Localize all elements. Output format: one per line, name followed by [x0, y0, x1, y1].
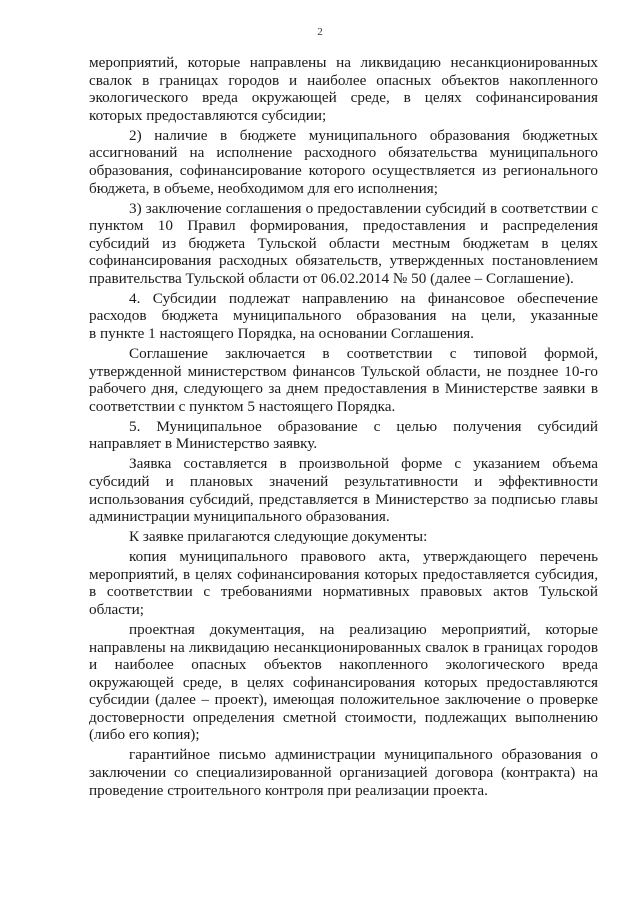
- text-line: 4. Субсидии подлежат направлению на финансовое обеспечение: [129, 289, 598, 307]
- text-line: Соглашение заключается в соответствии с типовой формой,: [129, 345, 598, 363]
- text-line: заключении со специализированной организацией договора (контракта) на: [89, 764, 598, 782]
- paragraph: [89, 746, 598, 799]
- text-line: которых предоставляются субсидии;: [89, 106, 327, 124]
- text-line: образования, софинансирование которого осуществляется из регионального: [89, 161, 598, 179]
- text-line: ассигнований на исполнение расходного обязательства муниципального: [89, 144, 598, 162]
- text-line: использования субсидий, представляется в Министерство за подписью главы: [89, 490, 598, 508]
- paragraph: [89, 200, 598, 288]
- paragraph: [89, 345, 598, 415]
- page-number: 2: [317, 26, 323, 38]
- text-line: в пункте 1 настоящего Порядка, на основании Соглашения.: [89, 325, 474, 343]
- text-line: Заявка составляется в произвольной форме с указанием объема: [129, 455, 598, 473]
- text-line: проведение строительного контроля при реализации проекта.: [89, 781, 488, 799]
- text-line: окружающей среде, в целях софинансирования которых предоставляются: [89, 673, 598, 691]
- text-line: субсидии (далее – проект), имеющая положительное заключение о проверке: [89, 691, 598, 709]
- document-body: [89, 54, 598, 802]
- text-line: свалок в границах городов и наиболее опасных объектов накопленного: [89, 71, 598, 89]
- text-line: (либо его копия);: [89, 726, 200, 744]
- text-line: К заявке прилагаются следующие документы:: [129, 528, 428, 546]
- text-line: 5. Муниципальное образование с целью получения субсидий: [129, 417, 598, 435]
- text-line: утвержденной министерством финансов Тульской области, не позднее 10-го: [89, 362, 598, 380]
- text-line: 3) заключение соглашения о предоставлении субсидий в соответствии с: [129, 199, 598, 217]
- paragraph: [89, 621, 598, 744]
- text-line: направляет в Министерство заявку.: [89, 435, 318, 453]
- paragraph: [89, 290, 598, 343]
- paragraph: [89, 528, 598, 546]
- text-line: расходов бюджета муниципального образования на цели, указанные: [89, 307, 598, 325]
- text-line: пунктом 10 Правил формирования, предоставления и распределения: [89, 217, 598, 235]
- text-line: 2) наличие в бюджете муниципального образования бюджетных: [129, 126, 598, 144]
- text-line: администрации муниципального образования.: [89, 508, 390, 526]
- text-line: копия муниципального правового акта, утверждающего перечень: [129, 548, 598, 566]
- paragraph: [89, 455, 598, 525]
- text-line: достоверности определения сметной стоимости, подлежащих выполнению: [89, 708, 598, 726]
- text-line: области;: [89, 600, 144, 618]
- paragraph: [89, 54, 598, 124]
- text-line: направлены на ликвидацию несанкционированных свалок в границах городов: [89, 638, 598, 656]
- text-line: и наиболее опасных объектов накопленного экологического вреда: [89, 656, 598, 674]
- paragraph: [89, 418, 598, 453]
- text-line: бюджета, в объеме, необходимом для его исполнения;: [89, 179, 438, 197]
- text-line: правительства Тульской области от 06.02.2014 № 50 (далее – Соглашение).: [89, 269, 574, 287]
- text-line: гарантийное письмо администрации муниципального образования о: [129, 746, 598, 764]
- text-line: субсидий и плановых значений результативности и эффективности: [89, 473, 598, 490]
- text-line: рабочего дня, следующего за днем предоставления в Министерстве заявки в: [89, 380, 598, 398]
- text-line: экологического вреда окружающей среде, в целях софинансирования: [89, 89, 598, 107]
- text-line: соответствии с пунктом 5 настоящего Порядка.: [89, 397, 396, 415]
- text-line: субсидий из бюджета Тульской области местным бюджетам в целях: [89, 234, 598, 252]
- text-line: в соответствии с требованиями нормативных правовых актов Тульской: [89, 583, 598, 601]
- text-line: софинансирования расходных обязательств, утвержденных постановлением: [89, 252, 598, 270]
- paragraph: [89, 127, 598, 197]
- text-line: мероприятий, которые направлены на ликвидацию несанкционированных: [89, 54, 598, 71]
- paragraph: [89, 548, 598, 618]
- text-line: проектная документация, на реализацию мероприятий, которые: [129, 620, 598, 638]
- text-line: мероприятий, в целях софинансирования которых предоставляется субсидия,: [89, 565, 598, 583]
